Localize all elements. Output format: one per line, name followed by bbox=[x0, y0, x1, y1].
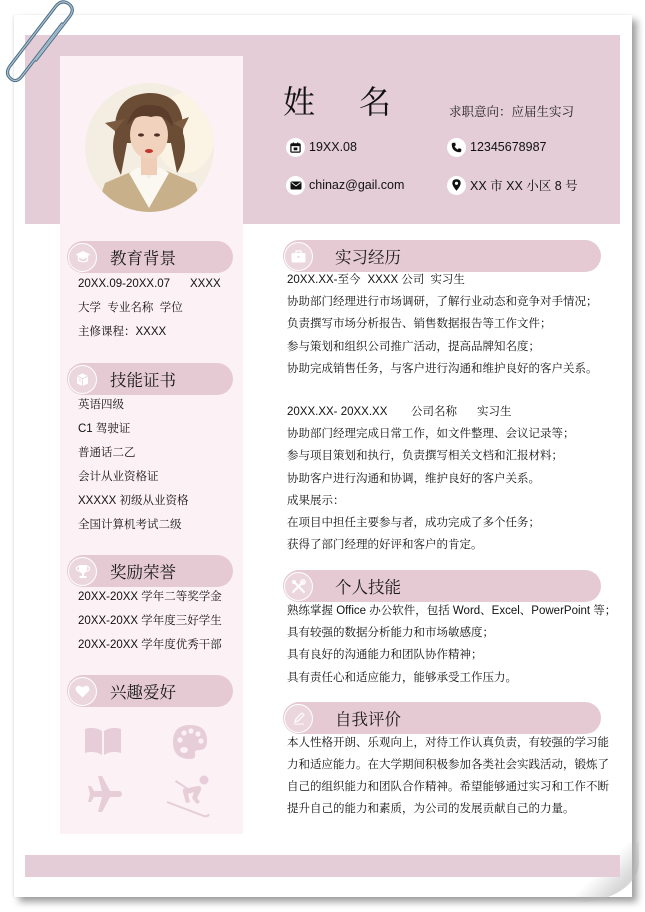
trophy-icon bbox=[68, 557, 97, 586]
entry-line: 参与策划和组织公司推广活动，提高品牌知名度； bbox=[287, 340, 540, 353]
education-list bbox=[78, 272, 221, 344]
internship-entry-1 bbox=[287, 269, 598, 380]
self-evaluation-line: 本人性格开朗、乐观向上，对待工作认真负责，有较强的学习能 bbox=[287, 737, 609, 749]
entry-line: 协助客户进行沟通和协调，维护良好的客户关系。 bbox=[287, 472, 540, 485]
self-evaluation-line: 自己的组织能力和团队合作精神。希望能够通过实习和工作不断 bbox=[287, 781, 609, 793]
section-title-self-evaluation: 自我评价 bbox=[335, 711, 401, 729]
section-title-certificates: 技能证书 bbox=[110, 372, 176, 390]
award-item: 20XX-20XX 学年度三好学生 bbox=[78, 615, 222, 627]
paperclip-icon bbox=[4, 0, 76, 91]
internship-entry-header bbox=[287, 269, 598, 291]
footer-band bbox=[25, 855, 620, 877]
certificates-list bbox=[78, 393, 189, 537]
internship-entry-header bbox=[287, 401, 575, 423]
skill-item: 具有良好的沟通能力和团队协作精神； bbox=[287, 649, 483, 662]
certificate-item: 英语四级 bbox=[78, 399, 124, 411]
job-intent: 求职意向：应届生实习 bbox=[449, 105, 575, 119]
internship-entry-2 bbox=[287, 401, 575, 556]
entry-line: 在项目中担任主要参与者，成功完成了多个任务； bbox=[287, 517, 540, 530]
phone-icon bbox=[447, 138, 466, 157]
entry-role: 实习生 bbox=[477, 406, 512, 418]
section-header-education bbox=[67, 241, 233, 273]
briefcase-icon bbox=[284, 242, 313, 271]
contact-email bbox=[286, 175, 404, 195]
skill-item: 熟练掌握 Office 办公软件，包括 Word、Excel、PowerPoint 等； bbox=[287, 605, 617, 617]
map-pin-icon bbox=[447, 176, 466, 195]
birthdate-value: 19XX.08 bbox=[309, 140, 357, 154]
education-period: 20XX.09-20XX.07 bbox=[78, 278, 171, 290]
phone-value[interactable]: 12345678987 bbox=[470, 140, 547, 154]
airplane-icon bbox=[86, 775, 124, 818]
entry-line: 负责撰写市场分析报告、销售数据报告等工作文件； bbox=[287, 318, 552, 331]
skills-list bbox=[287, 600, 616, 689]
entry-role: 实习生 bbox=[430, 274, 465, 286]
section-title-internship: 实习经历 bbox=[335, 249, 401, 267]
envelope-icon bbox=[286, 176, 305, 195]
tools-icon bbox=[284, 572, 313, 601]
section-header-self-evaluation bbox=[283, 702, 601, 734]
award-item: 20XX-20XX 学年二等奖学金 bbox=[78, 591, 222, 603]
certificate-item: 普通话二乙 bbox=[78, 447, 136, 459]
education-period-row bbox=[78, 272, 221, 296]
self-evaluation-line: 力和适应能力。在大学期间积极参加各类社会实践活动，锻炼了 bbox=[287, 759, 609, 771]
profile-photo bbox=[85, 83, 214, 212]
graduation-cap-icon bbox=[68, 243, 97, 272]
education-school: XXXX bbox=[190, 278, 221, 290]
entry-line: 协助部门经理完成日常工作，如文件整理、会议记录等； bbox=[287, 428, 575, 441]
section-title-hobbies: 兴趣爱好 bbox=[110, 684, 176, 702]
self-evaluation-line: 提升自己的能力和素质，为公司的发展贡献自己的力量。 bbox=[287, 803, 575, 815]
entry-line: 协助完成销售任务，与客户进行沟通和维护良好的客户关系。 bbox=[287, 362, 598, 375]
contact-birthdate bbox=[286, 137, 357, 157]
skill-item: 具有责任心和适应能力，能够承受工作压力。 bbox=[287, 671, 517, 684]
entry-period: 20XX.XX- 20XX.XX bbox=[287, 406, 388, 418]
entry-company: 公司名称 bbox=[411, 406, 457, 418]
entry-company: XXXX 公司 bbox=[367, 274, 425, 286]
entry-line: 协助部门经理进行市场调研，了解行业动态和竞争对手情况； bbox=[287, 296, 598, 309]
skill-item: 具有较强的数据分析能力和市场敏感度； bbox=[287, 627, 494, 640]
self-evaluation-text bbox=[287, 732, 609, 820]
entry-period: 20XX.XX-至今 bbox=[287, 274, 361, 286]
section-title-education: 教育背景 bbox=[110, 250, 176, 268]
palette-icon bbox=[172, 724, 208, 765]
email-value[interactable]: chinaz@gail.com bbox=[309, 178, 405, 192]
book-icon bbox=[84, 727, 122, 762]
entry-line: 获得了部门经理的好评和客户的肯定。 bbox=[287, 539, 483, 552]
pencil-icon bbox=[284, 704, 313, 733]
section-title-skills: 个人技能 bbox=[335, 579, 401, 597]
section-header-awards bbox=[67, 555, 233, 587]
heart-icon bbox=[68, 677, 97, 706]
education-courses: 主修课程：XXXX bbox=[78, 326, 167, 338]
section-header-certificates bbox=[67, 363, 233, 395]
award-item: 20XX-20XX 学年度优秀干部 bbox=[78, 639, 222, 651]
skiing-icon bbox=[166, 772, 212, 823]
calendar-icon bbox=[286, 138, 305, 157]
section-header-hobbies bbox=[67, 675, 233, 707]
address-value: XX 市 XX 小区 8 号 bbox=[470, 179, 578, 193]
candidate-name: 姓名 bbox=[283, 84, 436, 120]
certificate-item: C1 驾驶证 bbox=[78, 423, 131, 435]
entry-line: 参与项目策划和执行，负责撰写相关文档和汇报材料； bbox=[287, 450, 563, 463]
education-degree: 大学 专业名称 学位 bbox=[78, 302, 183, 314]
entry-line: 成果展示： bbox=[287, 494, 345, 507]
certificate-item: 全国计算机考试二级 bbox=[78, 519, 182, 531]
awards-list bbox=[78, 585, 222, 657]
certificate-item: 会计从业资格证 bbox=[78, 471, 159, 483]
certificate-item: XXXXX 初级从业资格 bbox=[78, 495, 189, 507]
section-title-awards: 奖励荣誉 bbox=[110, 564, 176, 582]
section-header-skills bbox=[283, 570, 601, 602]
contact-phone bbox=[447, 137, 546, 157]
book-box-icon bbox=[68, 365, 97, 394]
section-header-internship bbox=[283, 240, 601, 272]
contact-address bbox=[447, 175, 578, 195]
